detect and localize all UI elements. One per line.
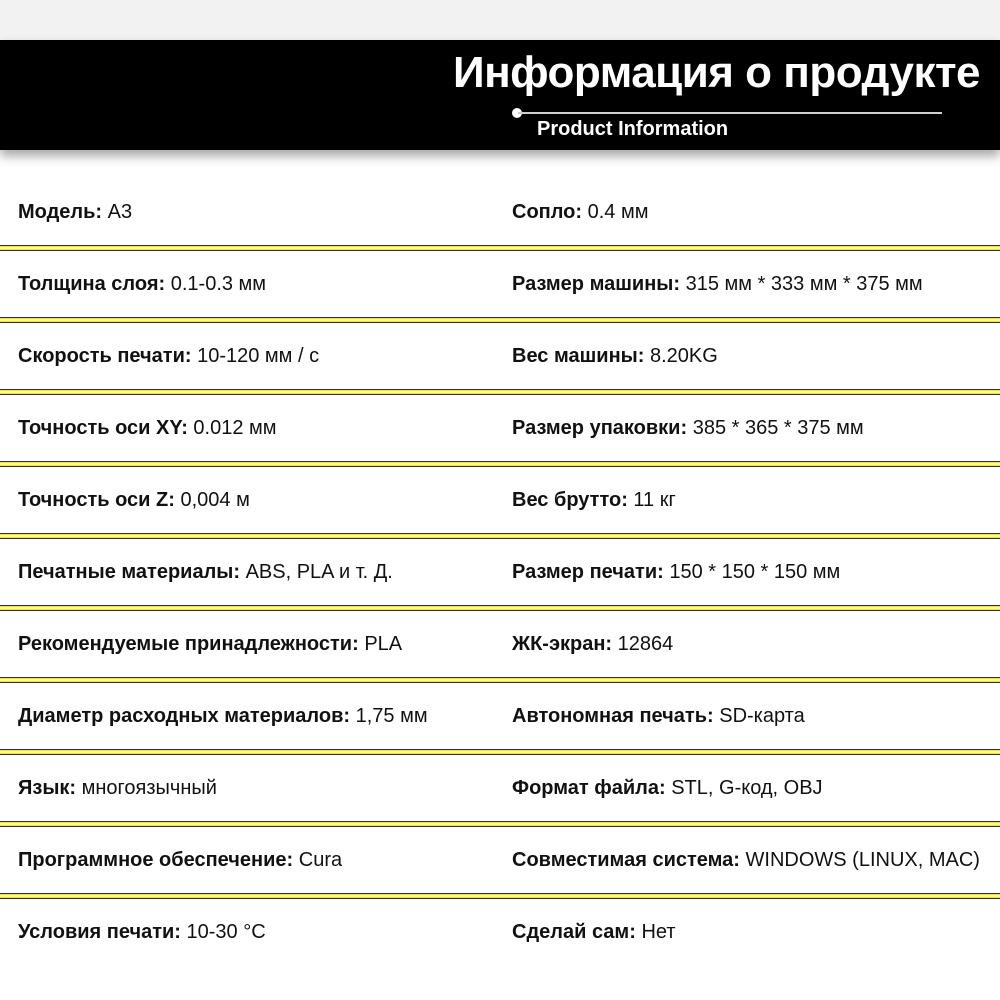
spec-label: Условия печати: <box>18 921 181 943</box>
spec-label: Сопло: <box>512 201 583 223</box>
spec-label: Печатные материалы: <box>18 561 241 583</box>
spec-item-left <box>18 176 132 248</box>
spec-row <box>0 248 1000 320</box>
spec-item-right <box>512 896 676 968</box>
spec-label: Диаметр расходных материалов: <box>18 705 351 727</box>
spec-value: 11 кг <box>627 489 676 511</box>
page-subtitle: Product Information <box>537 118 729 140</box>
spec-label: ЖК-экран: <box>512 633 613 655</box>
spec-value: 12864 <box>612 633 674 655</box>
spec-label: Формат файла: <box>512 777 666 799</box>
spec-item-right <box>512 176 648 248</box>
spec-value: 0,004 м <box>174 489 250 511</box>
spec-item-right <box>512 320 718 392</box>
spec-item-left <box>18 536 393 608</box>
spec-value: 385 * 365 * 375 мм <box>687 417 864 439</box>
spec-label: Толщина слоя: <box>18 273 166 295</box>
spec-value: 150 * 150 * 150 мм <box>663 561 841 583</box>
spec-item-right <box>512 248 923 320</box>
spec-item-right <box>512 680 805 752</box>
spec-item-right <box>512 824 980 896</box>
spec-value: многоязычный <box>76 777 217 799</box>
spec-value: 8.20KG <box>644 345 718 367</box>
spec-item-right <box>512 536 840 608</box>
spec-row <box>0 824 1000 896</box>
spec-row <box>0 320 1000 392</box>
page-title: Информация о продукте <box>452 48 980 97</box>
spec-value: A3 <box>102 201 133 223</box>
spec-label: Сделай сам: <box>512 921 636 943</box>
spec-label: Язык: <box>18 777 77 799</box>
spec-item-left <box>18 752 217 824</box>
spec-value: 10-120 мм / с <box>191 345 320 367</box>
spec-item-left <box>18 896 266 968</box>
spec-value: 0.1-0.3 мм <box>165 273 267 295</box>
spec-row <box>0 680 1000 752</box>
spec-item-right <box>512 752 823 824</box>
spec-label: Совместимая система: <box>512 849 740 871</box>
spec-label: Точность оси Z: <box>18 489 175 511</box>
header-divider <box>518 112 942 114</box>
spec-value: ABS, PLA и т. Д. <box>240 561 393 583</box>
spec-label: Размер упаковки: <box>512 417 688 439</box>
spec-row <box>0 608 1000 680</box>
spec-value: 315 мм * 333 мм * 375 мм <box>680 273 923 295</box>
spec-item-left <box>18 320 319 392</box>
spec-row <box>0 392 1000 464</box>
spec-row <box>0 464 1000 536</box>
spec-label: Точность оси XY: <box>18 417 188 439</box>
spec-item-left <box>18 248 266 320</box>
spec-label: Программное обеспечение: <box>18 849 294 871</box>
spec-label: Размер машины: <box>512 273 681 295</box>
spec-value: 1,75 мм <box>350 705 428 727</box>
spec-row <box>0 176 1000 248</box>
spec-label: Автономная печать: <box>512 705 714 727</box>
top-strip <box>0 0 1000 40</box>
spec-value: 10-30 °C <box>180 921 266 943</box>
spec-item-left <box>18 608 402 680</box>
spec-value: SD-карта <box>713 705 805 727</box>
spec-item-left <box>18 824 342 896</box>
spec-label: Скорость печати: <box>18 345 192 367</box>
spec-value: 0.012 мм <box>187 417 277 439</box>
spec-value: Cura <box>293 849 343 871</box>
spec-item-right <box>512 608 673 680</box>
spec-label: Размер печати: <box>512 561 664 583</box>
spec-value: Нет <box>635 921 676 943</box>
header-banner <box>0 40 1000 150</box>
spec-label: Модель: <box>18 201 103 223</box>
spec-item-right <box>512 464 676 536</box>
spec-item-right <box>512 392 864 464</box>
spec-row <box>0 536 1000 608</box>
spec-value: 0.4 мм <box>582 201 649 223</box>
spec-item-left <box>18 680 428 752</box>
spec-value: PLA <box>358 633 403 655</box>
spec-label: Вес машины: <box>512 345 645 367</box>
spec-label: Рекомендуемые принадлежности: <box>18 633 359 655</box>
spec-row <box>0 896 1000 968</box>
spec-value: STL, G-код, OBJ <box>665 777 823 799</box>
spec-item-left <box>18 392 277 464</box>
spec-row <box>0 752 1000 824</box>
spec-label: Вес брутто: <box>512 489 628 511</box>
spec-item-left <box>18 464 250 536</box>
spec-value: WINDOWS (LINUX, MAC) <box>739 849 980 871</box>
